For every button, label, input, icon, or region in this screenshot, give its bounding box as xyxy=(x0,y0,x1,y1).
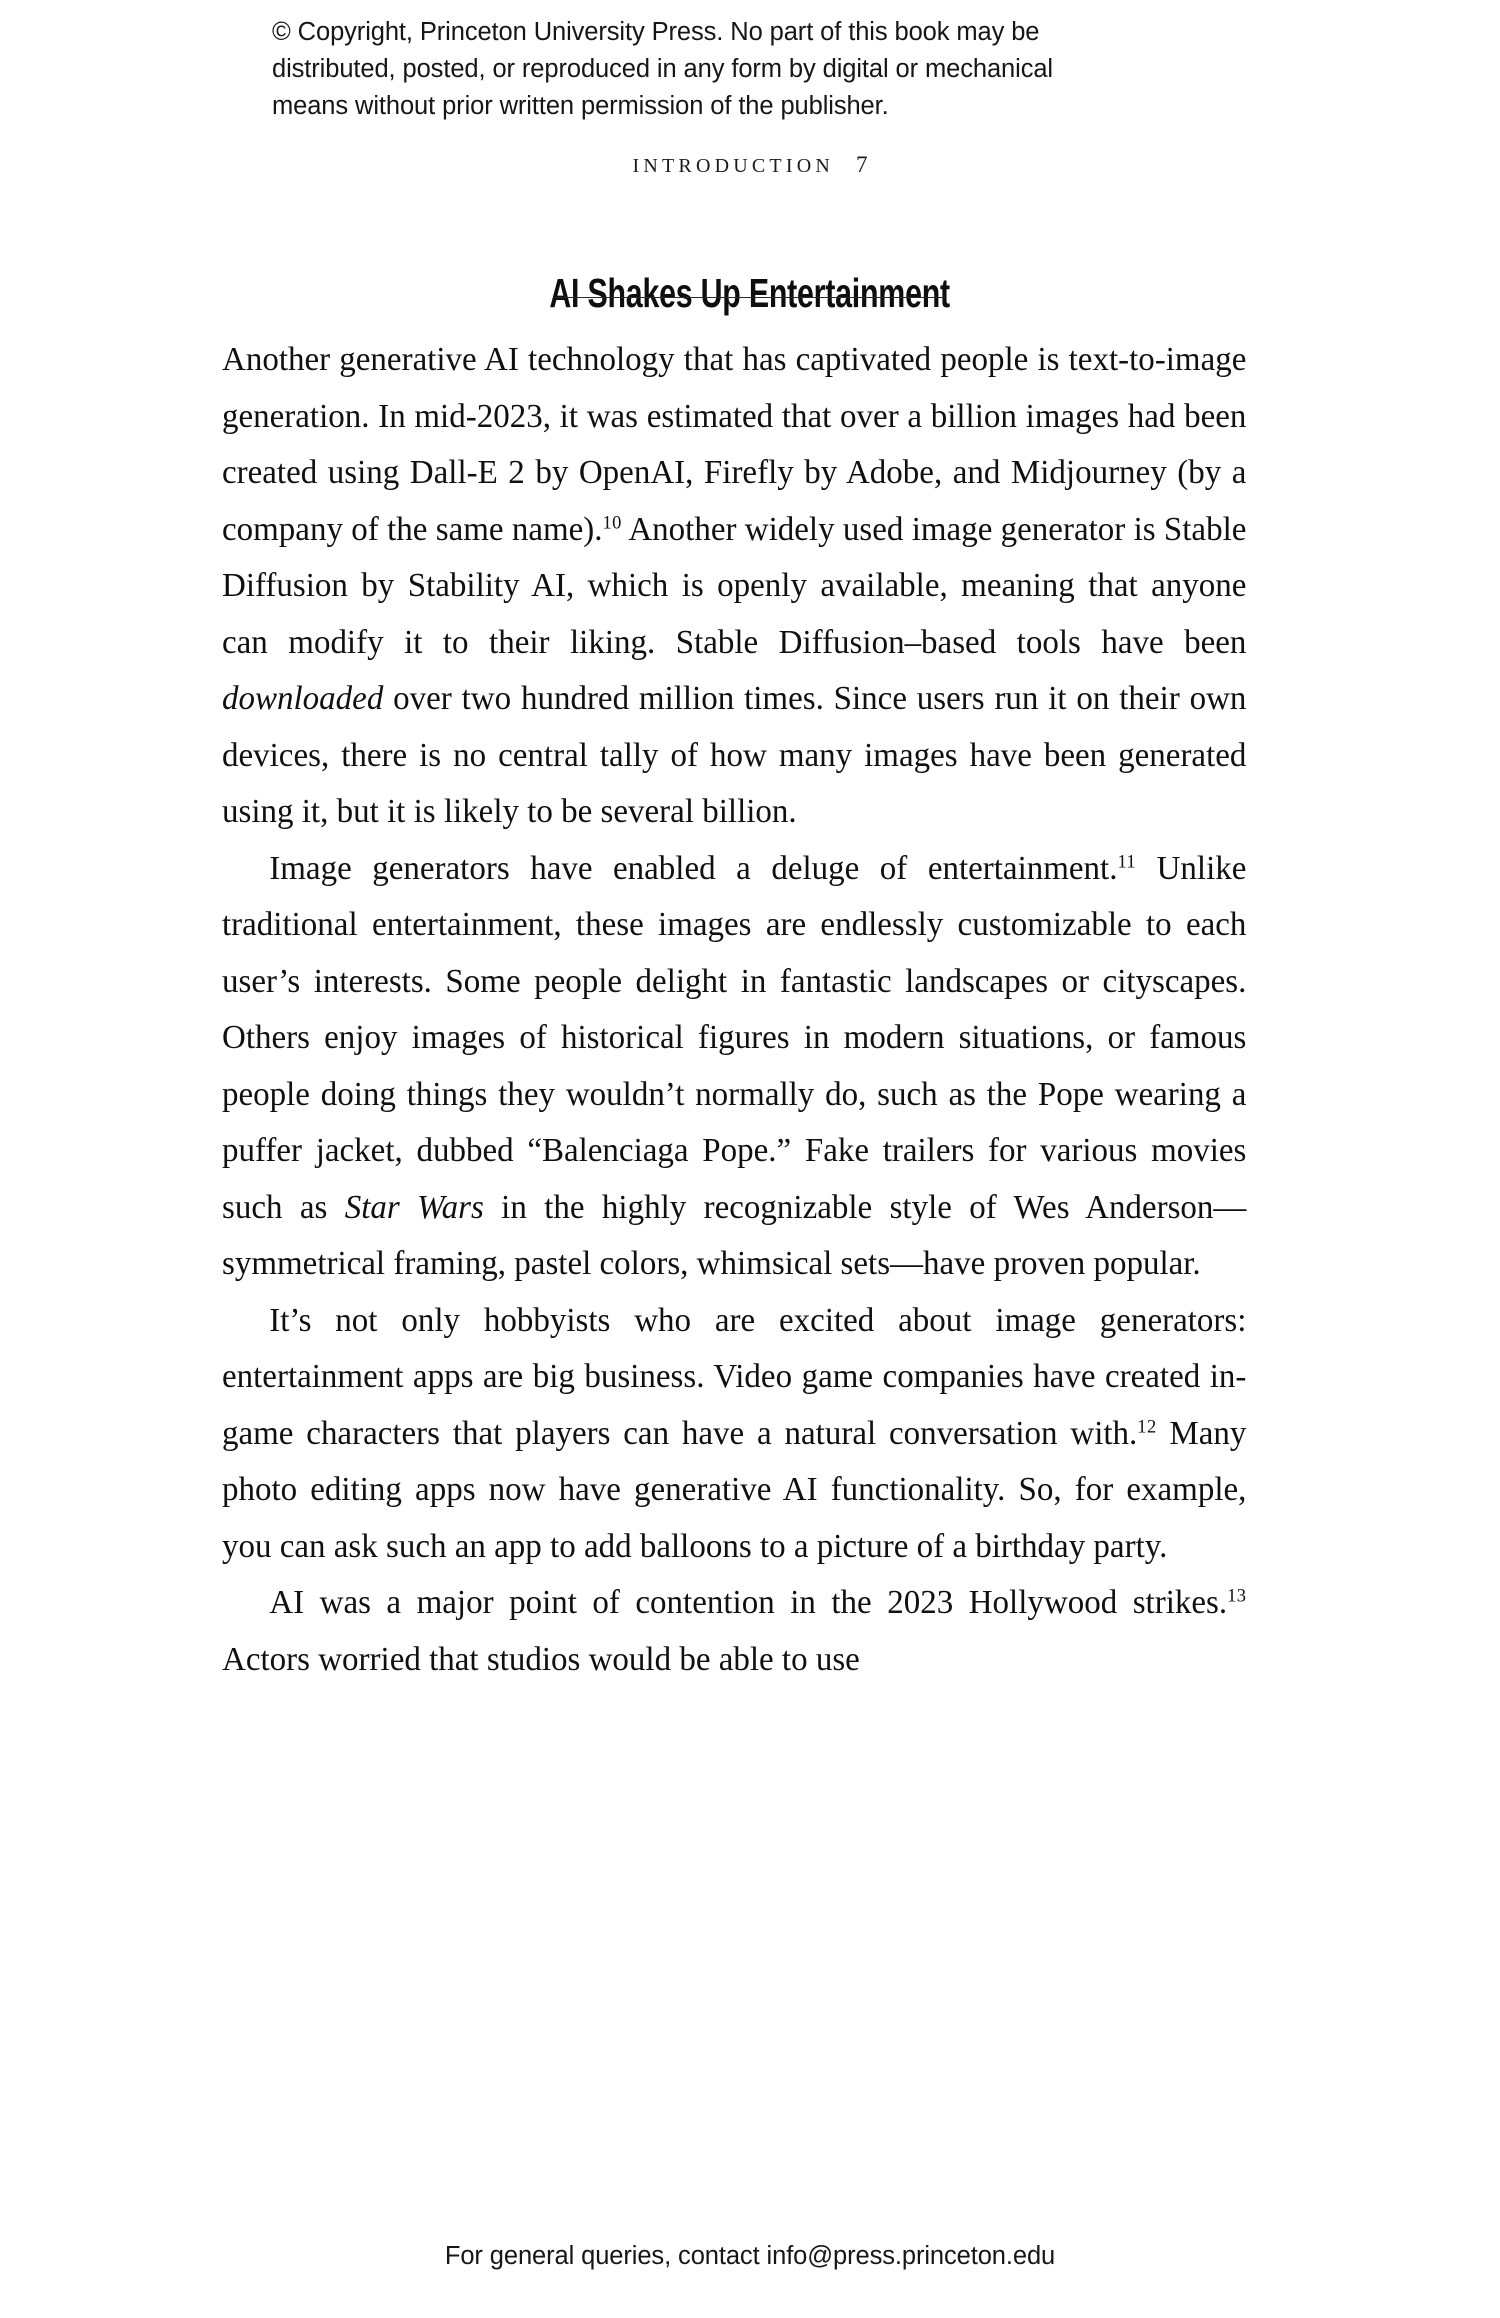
paragraph-1: Another generative AI technology that has captivated people is text-to-image generation. In mid-2023, it was estimated that over a billion images had been created using Dall-E 2 by OpenAI, Firefly by Adobe, and Midjourney (by a company of the same name).$^{10}$ Another widely used image generator is Stable Diffusion by Stability AI, which is openly available, meaning that anyone can modify it to their liking. Stable Diffusion–based tools have been downloaded over two hundred million times. Since users run it on their own devices, there is no central tally of how many images have been generated using it, but it is likely to be several billion. xyxy=(222,341,1247,830)
copyright-line-2: distributed, posted, or reproduced in any form by digital or mechanical xyxy=(272,55,1053,83)
paragraph-2: Image generators have enabled a deluge of entertainment.$^{11}$ Unlike traditional entertainment, these images are endlessly customizable to each user’s interests. Some people delight in fantastic landscapes or cityscapes. Others enjoy images of historical figures in modern situations, or famous people doing things they wouldn’t normally do, such as the Pope wearing a puffer jacket, dubbed “Balenciaga Pope.” Fake trailers for various movies such as Star Wars in the highly recognizable style of Wes Anderson—symmetrical framing, pastel colors, whimsical sets—have proven popular. xyxy=(222,849,1247,1282)
footnote-marker: 12 xyxy=(1137,1415,1157,1437)
italic-run: Star Wars xyxy=(344,1188,484,1226)
footnote-marker: 11 xyxy=(1117,850,1137,872)
paragraph-3: It’s not only hobbyists who are excited about image generators: entertainment apps are big business. Video game companies have created in-game characters that players can have a natural conversation with.$^{12}$ Many photo editing apps now have generative AI functionality. So, for example, you can ask such an app to add balloons to a picture of a birthday party. xyxy=(222,1301,1247,1565)
italic-run: downloaded xyxy=(222,680,384,717)
section-heading-rule xyxy=(555,297,945,298)
paragraph-4: AI was a major point of contention in the 2023 Hollywood strikes.$^{13}$ Actors worried that studios would be able to use xyxy=(222,1584,1247,1678)
footnote-marker: 13 xyxy=(1227,1585,1247,1607)
footnote-marker: 10 xyxy=(602,511,622,533)
running-head xyxy=(0,152,1500,178)
copyright-notice xyxy=(272,14,1202,125)
copyright-line-3: means without prior written permission of the publisher. xyxy=(272,92,889,120)
page-number: 7 xyxy=(856,152,868,177)
copyright-line-1: © Copyright, Princeton University Press. No part of this book may be xyxy=(272,18,1040,46)
section-heading: AI Shakes Up Entertainment xyxy=(549,270,951,317)
running-head-label: INTRODUCTION xyxy=(632,155,834,177)
page-footer: For general queries, contact info@press.princeton.edu xyxy=(444,2242,1056,2270)
body-text-column xyxy=(222,332,1262,1688)
